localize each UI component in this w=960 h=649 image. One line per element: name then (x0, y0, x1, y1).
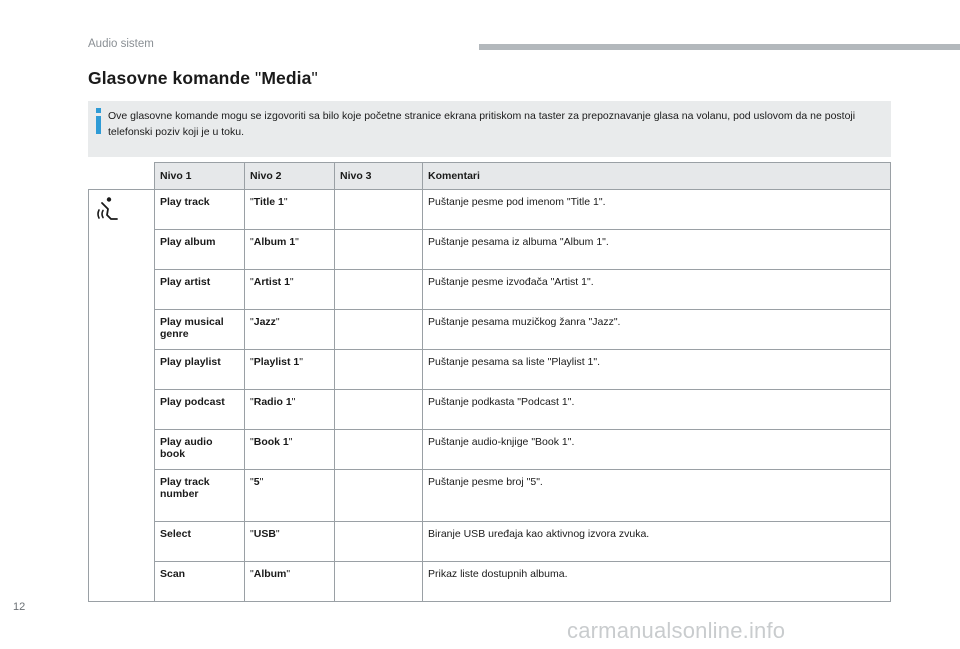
table-row (89, 390, 891, 430)
level-2-value: Album (253, 568, 287, 580)
table-row (89, 270, 891, 310)
table-row (89, 430, 891, 470)
level-2-value: Playlist 1 (253, 356, 300, 368)
cell-comment: Puštanje audio-knjige "Book 1". (423, 430, 891, 470)
cell-level-2: "Album 1" (245, 230, 335, 270)
level-2-value: Artist 1 (253, 276, 290, 288)
cell-comment: Puštanje pesama sa liste "Playlist 1". (423, 350, 891, 390)
level-2-value: USB (253, 528, 276, 540)
cell-comment: Biranje USB uređaja kao aktivnog izvora zvuka. (423, 522, 891, 562)
level-2-value: 5 (253, 476, 260, 488)
cell-level-1: Play audio book (155, 430, 245, 470)
table-row (89, 350, 891, 390)
cell-level-1: Play artist (155, 270, 245, 310)
page-title-text: Glasovne komande (88, 68, 251, 88)
cell-level-1: Play playlist (155, 350, 245, 390)
cell-level-1: Play track (155, 190, 245, 230)
page-title: Glasovne komande "Media" (88, 68, 318, 88)
cell-level-1: Scan (155, 562, 245, 602)
cell-comment: Puštanje pesme broj "5". (423, 470, 891, 522)
cell-level-1: Play album (155, 230, 245, 270)
cell-comment: Puštanje pesama muzičkog žanra "Jazz". (423, 310, 891, 350)
cell-level-2: "Jazz" (245, 310, 335, 350)
cell-comment: Prikaz liste dostupnih albuma. (423, 562, 891, 602)
cell-level-3 (335, 522, 423, 562)
page-number: 12 (13, 601, 26, 613)
header-komentari: Komentari (423, 163, 891, 190)
cell-level-3 (335, 350, 423, 390)
cell-level-2: "Radio 1" (245, 390, 335, 430)
level-2-value: Title 1 (253, 196, 284, 208)
cell-comment: Puštanje pesama iz albuma "Album 1". (423, 230, 891, 270)
cell-level-3 (335, 390, 423, 430)
header-bar (479, 44, 960, 50)
page-title-quoted: Media (261, 68, 312, 88)
header-nivo-2: Nivo 2 (245, 163, 335, 190)
cell-level-2: "Title 1" (245, 190, 335, 230)
table-row (89, 190, 891, 230)
cell-level-3 (335, 310, 423, 350)
header-blank (89, 163, 155, 190)
cell-level-1: Play track number (155, 470, 245, 522)
table-row (89, 562, 891, 602)
watermark: carmanualsonline.info (567, 618, 786, 643)
table-row (89, 310, 891, 350)
voice-command-table (88, 162, 891, 602)
level-2-value: Jazz (253, 316, 276, 328)
section-label: Audio sistem (88, 38, 154, 50)
cell-level-3 (335, 470, 423, 522)
table-row (89, 522, 891, 562)
table-header-row (89, 163, 891, 190)
level-2-value: Album 1 (253, 236, 296, 248)
table-row (89, 470, 891, 522)
info-text: Ove glasovne komande mogu se izgovoriti sa bilo koje početne stranice ekrana pritiskom na taster za prepoznavanje glasa na volanu, pod uslovom da ne postoji telefonski poziv koji je u toku. (108, 110, 856, 138)
cell-level-3 (335, 230, 423, 270)
cell-level-3 (335, 190, 423, 230)
cell-level-2: "USB" (245, 522, 335, 562)
cell-level-3 (335, 270, 423, 310)
cell-level-2: "Album" (245, 562, 335, 602)
cell-level-3 (335, 430, 423, 470)
cell-level-3 (335, 562, 423, 602)
header-nivo-3: Nivo 3 (335, 163, 423, 190)
cell-comment: Puštanje pesme pod imenom "Title 1". (423, 190, 891, 230)
cell-level-2: "Book 1" (245, 430, 335, 470)
cell-level-2: "5" (245, 470, 335, 522)
table-row (89, 230, 891, 270)
info-icon (96, 108, 101, 134)
cell-comment: Puštanje pesme izvođača "Artist 1". (423, 270, 891, 310)
cell-comment: Puštanje podkasta "Podcast 1". (423, 390, 891, 430)
cell-level-1: Select (155, 522, 245, 562)
cell-level-1: Play musical genre (155, 310, 245, 350)
info-box (88, 101, 891, 157)
level-2-value: Book 1 (253, 436, 289, 448)
voice-command-icon-cell (89, 190, 155, 602)
level-2-value: Radio 1 (253, 396, 292, 408)
header-nivo-1: Nivo 1 (155, 163, 245, 190)
voice-command-icon (94, 196, 120, 222)
cell-level-2: "Playlist 1" (245, 350, 335, 390)
cell-level-2: "Artist 1" (245, 270, 335, 310)
cell-level-1: Play podcast (155, 390, 245, 430)
